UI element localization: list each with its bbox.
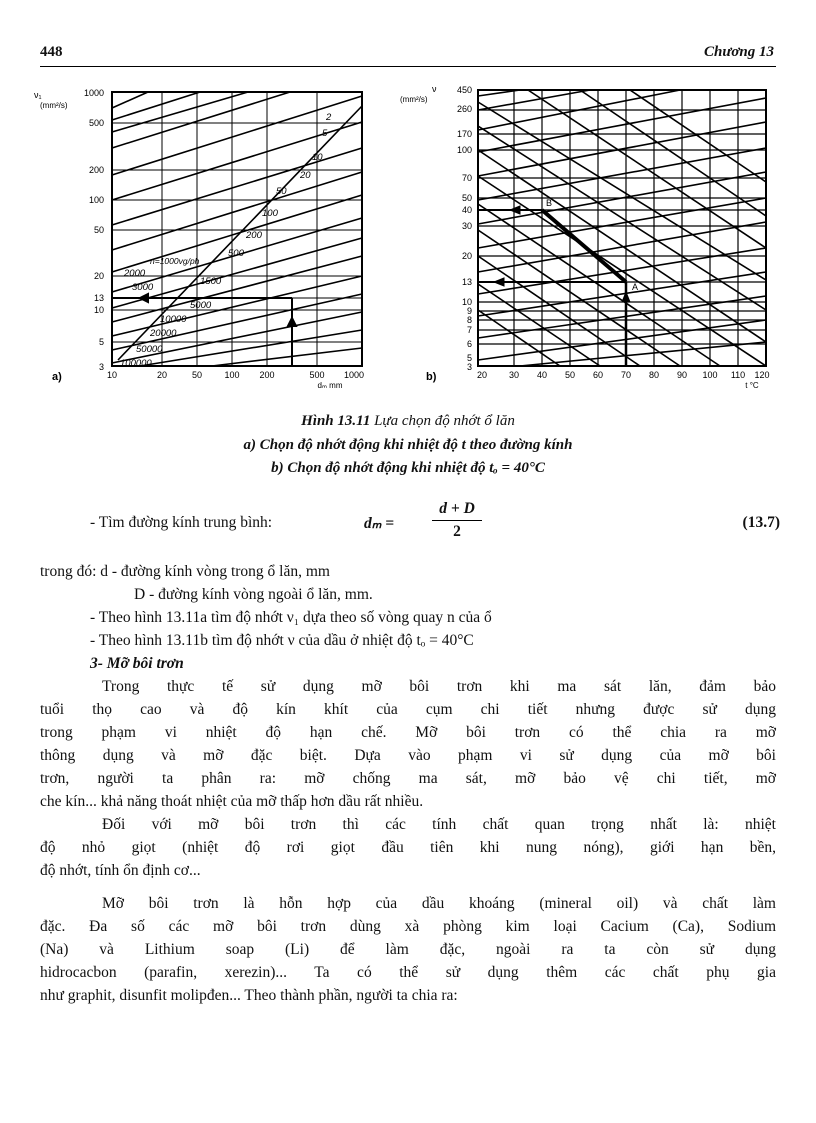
y-tick: 13 xyxy=(461,277,472,287)
equation-numerator: d + D xyxy=(432,500,482,521)
x-tick: 120 xyxy=(754,370,770,380)
panel-a-yunit: (mm²/s) xyxy=(40,101,68,110)
text-line: che kín... khả năng thoát nhiệt của mỡ thấp hơn dầu rất nhiều. xyxy=(40,793,424,810)
text-line: thông dụng và mỡ đặc biệt. Dựa vào phạm vi sử dụng của mỡ bôi xyxy=(40,747,776,764)
y-tick: 100 xyxy=(456,145,472,155)
x-tick: 1000 xyxy=(343,370,365,380)
panel-a-label: a) xyxy=(52,371,62,383)
y-tick: 50 xyxy=(93,225,104,235)
y-tick: 20 xyxy=(93,271,104,281)
y-tick: 9 xyxy=(466,306,472,316)
figure-13-11 xyxy=(0,80,816,400)
x-tick: 20 xyxy=(476,370,488,380)
text-line: Trong thực tế sử dụng mỡ bôi trơn khi ma sát lăn, đảm bảo xyxy=(102,678,776,695)
y-tick: 10 xyxy=(461,297,472,307)
speed-label: 5000 xyxy=(190,300,212,311)
point-b-label: B xyxy=(546,198,553,208)
speed-label: n=1000vg/ph xyxy=(150,256,200,266)
y-tick: 260 xyxy=(456,104,472,114)
x-tick: 40 xyxy=(536,370,548,380)
speed-label: 10000 xyxy=(160,314,187,325)
text-line: độ nhớt, tính ổn định cơ... xyxy=(40,862,201,879)
y-tick: 7 xyxy=(466,325,472,335)
y-tick: 40 xyxy=(461,205,472,215)
text-line: Mỡ bôi trơn là hỗn hợp của dầu khoáng (mineral oil) và chất làm xyxy=(102,895,776,912)
y-tick: 10 xyxy=(93,305,104,315)
panel-a-ylabel: ν₁ xyxy=(34,90,42,100)
text-line: như graphit, disunfit molipđen... Theo thành phần, người ta chia ra: xyxy=(40,987,458,1004)
panel-a-chart xyxy=(34,88,364,390)
x-tick: 110 xyxy=(730,370,746,380)
x-tick: 60 xyxy=(592,370,604,380)
y-tick: 5 xyxy=(466,353,472,363)
text-line: - Theo hình 13.11b tìm độ nhớt ν của dầu ở nhiệt độ tₒ = 40°C xyxy=(90,632,474,649)
panel-b-chart xyxy=(400,84,770,390)
panel-b-ylabel: ν xyxy=(432,84,437,94)
equation-denominator: 2 xyxy=(453,523,461,540)
y-tick: 1000 xyxy=(83,88,104,98)
text-line: trong phạm vi nhiệt độ hạn chế. Mỡ bôi trơn có thể chia ra mỡ xyxy=(40,724,776,741)
speed-label: 100 xyxy=(262,208,278,219)
equation-fraction xyxy=(432,500,482,541)
equation-13-7 xyxy=(90,500,780,556)
y-tick: 500 xyxy=(88,118,104,128)
y-tick: 70 xyxy=(461,173,472,183)
x-tick: 10 xyxy=(106,370,118,380)
figure-caption-b: b) Chọn độ nhớt động khi nhiệt độ tₒ = 40°C xyxy=(271,460,545,476)
x-tick: 50 xyxy=(191,370,203,380)
page-number: 448 xyxy=(40,44,63,60)
point-a-label: A xyxy=(632,282,639,292)
y-tick: 50 xyxy=(461,193,472,203)
figure-number: Hình 13.11 xyxy=(301,413,371,429)
text-line: trong đó: d - đường kính vòng trong ổ lăn, mm xyxy=(40,563,330,580)
text-line: trơn, người ta phân ra: mỡ chống ma sát, mỡ bảo vệ chi tiết, mỡ xyxy=(40,770,776,787)
text-line: D - đường kính vòng ngoài ổ lăn, mm. xyxy=(134,586,373,603)
x-tick: 100 xyxy=(702,370,718,380)
y-tick: 200 xyxy=(88,165,104,175)
text-line: Đối với mỡ bôi trơn thì các tính chất quan trọng nhất là: nhiệt xyxy=(102,816,776,833)
speed-label: 2 xyxy=(326,112,332,123)
speed-label: 50 xyxy=(276,186,287,197)
figure-caption: Lựa chọn độ nhớt ổ lăn xyxy=(374,413,515,429)
header-rule xyxy=(40,66,776,67)
panel-b-yunit: (mm²/s) xyxy=(400,95,428,104)
speed-label: 1500 xyxy=(200,276,222,287)
x-tick: 200 xyxy=(259,370,275,380)
y-tick: 13 xyxy=(93,293,104,303)
y-tick: 20 xyxy=(461,251,472,261)
speed-label: 20000 xyxy=(150,328,177,339)
x-tick: 30 xyxy=(508,370,520,380)
x-tick: 90 xyxy=(676,370,688,380)
y-tick: 450 xyxy=(456,85,472,95)
section-heading: 3- Mỡ bôi trơn xyxy=(90,655,184,672)
text-line: hidrocacbon (parafin, xerezin)... Ta có thể sử dụng thêm các chất phụ gia xyxy=(40,964,776,981)
y-tick: 6 xyxy=(466,339,472,349)
body-text xyxy=(40,560,776,1007)
text-line: - Theo hình 13.11a tìm độ nhớt ν₁ dựa theo số vòng quay n của ổ xyxy=(90,609,492,626)
text-line: đặc. Đa số các mỡ bôi trơn dùng xà phòng kim loại Cacium (Ca), Sodium xyxy=(40,918,776,935)
y-tick: 8 xyxy=(466,315,472,325)
equation-lhs: dₘ = xyxy=(364,515,395,532)
speed-label: 20 xyxy=(300,170,311,181)
text-line: tuổi thọ cao và độ kín khít của cụm chi tiết nhưng được sử dụng xyxy=(40,701,776,718)
y-tick: 3 xyxy=(98,362,104,372)
panel-b-label: b) xyxy=(426,371,437,383)
equation-lead: - Tìm đường kính trung bình: xyxy=(90,514,273,531)
x-tick: 20 xyxy=(156,370,168,380)
chapter-title: Chương 13 xyxy=(704,44,774,60)
y-tick: 3 xyxy=(466,362,472,372)
x-tick: 50 xyxy=(564,370,576,380)
speed-label: 50000 xyxy=(136,344,163,355)
x-tick: 500 xyxy=(309,370,325,380)
y-tick: 100 xyxy=(88,195,104,205)
panel-a-xlabel: dₘ mm xyxy=(317,381,343,390)
figure-caption-title xyxy=(0,413,816,430)
text-line: (Na) và Lithium soap (Li) để làm đặc, ngoài ra ta còn sử dụng xyxy=(40,941,776,958)
y-tick: 170 xyxy=(456,129,472,139)
speed-label: 3000 xyxy=(132,282,154,293)
x-tick: 70 xyxy=(620,370,632,380)
speed-label: 200 xyxy=(246,230,262,241)
y-tick: 5 xyxy=(98,337,104,347)
speed-label: 5 xyxy=(322,128,328,139)
equation-number: (13.7) xyxy=(742,514,780,531)
speed-label: 2000 xyxy=(124,268,146,279)
panel-b-xlabel: t °C xyxy=(745,381,759,390)
speed-label: 10 xyxy=(312,152,323,163)
speed-label: 100000 xyxy=(120,358,152,369)
figure-caption-a: a) Chọn độ nhớt động khi nhiệt độ t theo đường kính xyxy=(243,437,573,453)
speed-label: 500 xyxy=(228,248,244,259)
text-line: độ nhỏ giọt (nhiệt độ rơi giọt đầu tiên khi nung nóng), giới hạn bền, xyxy=(40,839,776,856)
x-tick: 80 xyxy=(648,370,660,380)
x-tick: 100 xyxy=(224,370,240,380)
y-tick: 30 xyxy=(461,221,472,231)
